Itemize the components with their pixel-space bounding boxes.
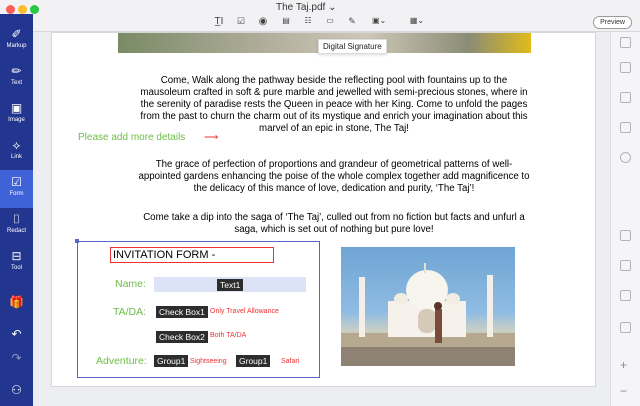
document-icon[interactable] (620, 92, 631, 103)
name-label: Name: (115, 278, 146, 290)
link-icon: ⟡ (12, 138, 21, 152)
sidebar-item-markup[interactable]: ✐ Markup (0, 22, 33, 60)
text-field-icon[interactable]: T̲I (214, 16, 224, 27)
sidebar-item-form[interactable]: ☑ Form (0, 170, 33, 208)
user-icon: ⚇ (11, 383, 22, 397)
checkbox-1[interactable]: Check Box1 (156, 306, 208, 318)
toolbox-icon: ⊟ (11, 249, 22, 263)
account-button[interactable] (0, 378, 33, 398)
left-sidebar (0, 14, 33, 406)
title-bar (0, 0, 640, 32)
compress-icon[interactable] (620, 260, 631, 271)
sidebar-item-text[interactable]: ✏ Text (0, 59, 33, 97)
radio-2-label: Safari (281, 358, 300, 365)
preview-button[interactable]: Preview (593, 16, 632, 29)
zoom-in-icon[interactable]: + (620, 358, 628, 372)
redo-button[interactable] (0, 346, 33, 366)
radio-group-2[interactable]: Group1 (236, 355, 270, 367)
redo-icon: ↷ (11, 351, 22, 365)
sidebar-item-redact[interactable]: ⌷ Redact (0, 207, 33, 245)
form-title: INVITATION FORM - (110, 247, 274, 263)
signature-icon[interactable]: ✎ (348, 16, 356, 26)
taj-mahal-image[interactable] (341, 247, 515, 366)
tada-label: TA/DA: (113, 306, 147, 318)
pencil-icon: ✏ (11, 64, 22, 78)
comment-note[interactable]: Please add more details (78, 132, 186, 143)
digital-signature-tooltip: Digital Signature (318, 39, 387, 54)
markup-icon: ✐ (11, 27, 22, 41)
sidebar-item-tool[interactable]: ⊟ Tool (0, 244, 33, 282)
convert-icon[interactable] (620, 230, 631, 241)
zoom-out-icon[interactable]: − (620, 384, 628, 398)
document-title[interactable]: The Taj.pdf ⌄ (276, 2, 337, 13)
bookmark-icon[interactable] (620, 122, 631, 133)
radio-icon[interactable]: ◉ (258, 16, 268, 27)
properties-icon[interactable] (620, 37, 631, 48)
checkbox-1-label: Only Travel Allowance (210, 308, 279, 315)
image-field-icon[interactable]: ▣⌄ (372, 16, 387, 25)
text-field-tag: Text1 (217, 279, 243, 291)
resize-handle[interactable] (75, 239, 79, 243)
close-window-button[interactable] (6, 5, 15, 14)
gift-icon: 🎁 (9, 295, 24, 309)
search-icon[interactable] (620, 152, 631, 163)
redact-icon: ⌷ (12, 212, 21, 226)
paragraph-2: The grace of perfection of proportions and grandeur of geometrical patterns of well- appointed gardens enhancing the poise of the whole complex together add magnificence to the delicacy of this mance of love, dedication and purity, ‘The Taj’! (138, 159, 530, 194)
minimize-window-button[interactable] (18, 5, 27, 14)
image-export-icon[interactable] (620, 322, 631, 333)
sidebar-item-image[interactable]: ▣ Image (0, 96, 33, 134)
paragraph-1: Come, Walk along the pathway beside the reflecting pool with fountains up to the mausoleum crafted in soft & pure marble and jewelled with semi-precious stones, where in the serenity of paradise rests the Queen in peace with her King. Come to unfold the pages from the past to churn the charm out of its mystique and enrich your imagination about this marvel of an epic in stone, The Taj! (140, 75, 528, 134)
form-icon: ☑ (11, 175, 22, 189)
page-thumbnail-icon[interactable] (620, 62, 631, 73)
undo-button[interactable] (0, 322, 33, 342)
sidebar-item-link[interactable]: ⟡ Link (0, 133, 33, 171)
paragraph-3: Come take a dip into the saga of ‘The Taj’, culled out from no fiction but facts and unfurl a saga, which is set out of nothing but pure love! (143, 212, 525, 235)
align-icon[interactable]: ▦⌄ (409, 16, 425, 25)
adventure-label: Adventure: (96, 355, 147, 367)
right-toolbar (610, 32, 640, 406)
list-box-icon[interactable]: ☷ (304, 16, 312, 25)
radio-group-1[interactable]: Group1 (154, 355, 188, 367)
radio-1-label: Sightseeing (190, 358, 227, 365)
checkbox-2-label: Both TA/DA (210, 332, 247, 339)
arrow-annotation[interactable]: ⟶ (204, 132, 219, 143)
button-icon[interactable]: ▭ (326, 16, 334, 25)
checkbox-icon[interactable]: ☑ (236, 16, 246, 26)
protect-icon[interactable] (620, 290, 631, 301)
image-icon: ▣ (10, 101, 23, 115)
gift-button[interactable] (0, 290, 33, 314)
undo-icon: ↶ (11, 327, 22, 341)
checkbox-2[interactable]: Check Box2 (156, 331, 208, 343)
zoom-window-button[interactable] (30, 5, 39, 14)
combo-box-icon[interactable]: ▤ (282, 16, 290, 25)
